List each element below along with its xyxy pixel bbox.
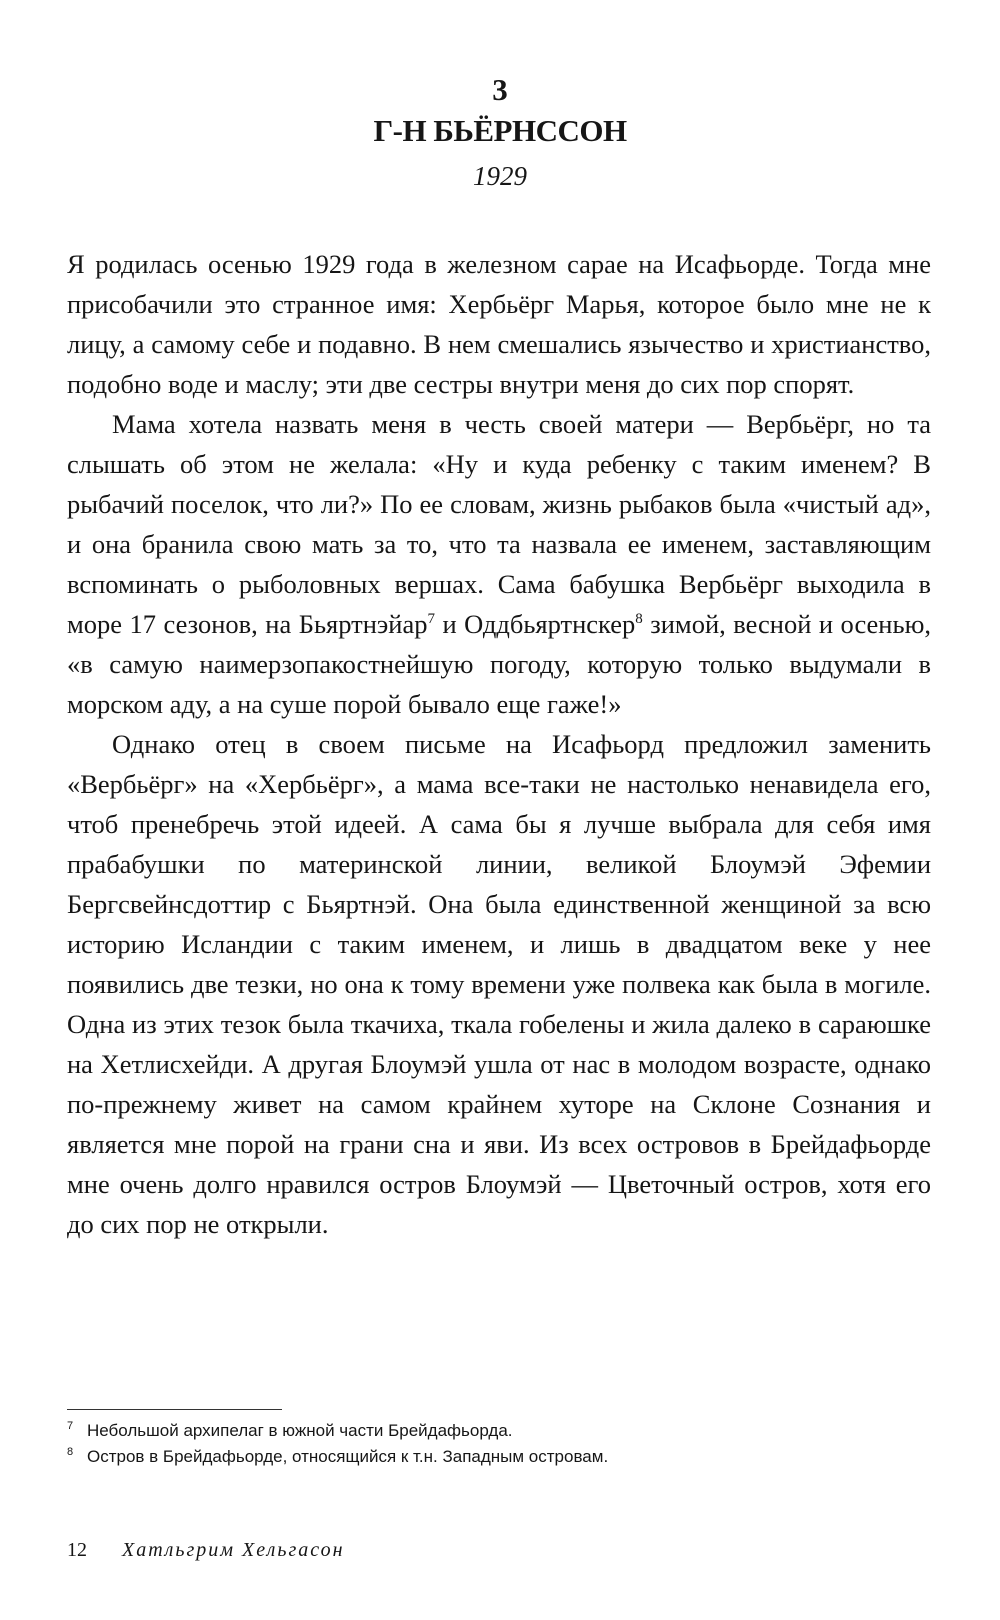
footnote-8: 8 Остров в Брейдафьорде, относящийся к т.н. Западным островам. (67, 1446, 609, 1466)
footnote-ref-7[interactable]: 7 (427, 611, 435, 628)
page-number: 12 (67, 1539, 87, 1561)
paragraph-2 (67, 404, 931, 724)
paragraph-2-part-b: и Оддбьяртнскер (434, 609, 636, 639)
paragraph-3: Однако отец в своем письме на Исафьорд предложил заменить «Вербьёрг» на «Хербьёрг», а мама все-таки не настолько ненавидела его, чтоб пренебречь этой идеей. А сама бы я лучше выбрала для себя имя прабабушки по материнской линии, великой Блоумэй Эфемии Бергсвейнсдоттир с Бьяртнэй. Она была единственной женщиной за всю историю Исландии с таким именем, и лишь в двадцатом веке у нее появились две тезки, но она к тому времени уже полвека как была в могиле. Одна из этих тезок была ткачиха, ткала гобелены и жила далеко в сараюшке на Хетлисхейди. А другая Блоумэй ушла от нас в молодом возрасте, однако по-прежнему живет на самом крайнем хуторе на Склоне Сознания и является мне порой на грани сна и яви. Из всех островов в Брейдафьорде мне очень долго нравился остров Блоумэй — Цветочный остров, хотя его до сих пор не открыли. (67, 729, 931, 1239)
page-footer (67, 1536, 345, 1564)
footnotes (67, 1418, 947, 1470)
footnote-text: Небольшой архипелаг в южной части Брейдафьорда. (87, 1421, 513, 1440)
paragraph-2-part-a: Мама хотела назвать меня в честь своей матери — Вербьёрг, но та слышать об этом не желала: «Ну и куда ребенку с таким именем? В рыбачий поселок, что ли?» По ее словам, жизнь рыбаков была «чистый ад», и она бранила свою мать за то, что та назвала ее именем, заставляющим вспоминать о рыболовных вершах. Сама бабушка Вербьёрг выходила в море 17 сезонов, на Бьяртнэйар (67, 409, 931, 639)
footnote-7: 7 Небольшой архипелаг в южной части Брейдафьорда. (67, 1420, 513, 1440)
chapter-title: Г-Н БЬЁРНССОН (373, 113, 627, 148)
chapter-year: 1929 (473, 161, 527, 191)
chapter-number: 3 (492, 72, 508, 107)
paragraph-2-part-c: зимой, весной и осенью, «в самую наимерзопакостнейшую погоду, которую только выдумали в морском аду, а на суше порой бывало еще гаже!» (67, 609, 931, 719)
footnote-divider (67, 1409, 282, 1410)
footnote-text: Остров в Брейдафьорде, относящийся к т.н. Западным островам. (87, 1447, 609, 1466)
body-text (67, 244, 931, 1244)
paragraph-1: Я родилась осенью 1929 года в железном сарае на Исафьорде. Тогда мне присобачили это странное имя: Хербьёрг Марья, которое было мне не к лицу, а самому себе и подавно. В нем смешались язычество и христианство, подобно воде и маслу; эти две сестры внутри меня до сих пор спорят. (67, 249, 931, 399)
running-title: Хатльгрим Хельгасон (122, 1539, 345, 1561)
footnote-ref-8[interactable]: 8 (635, 611, 643, 628)
